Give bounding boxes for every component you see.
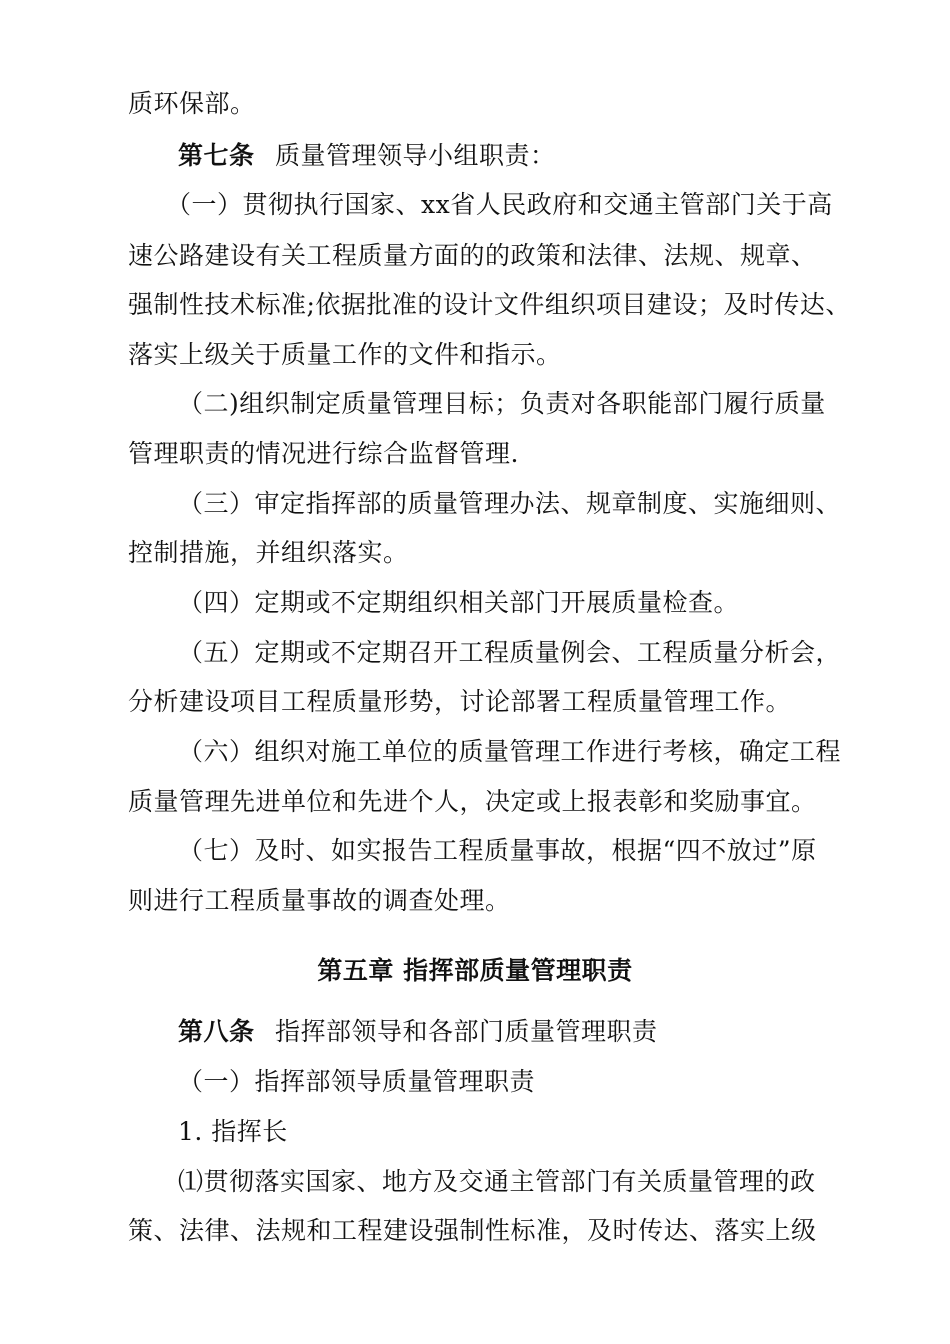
paragraph-line: 质量管理先进单位和先进个人，决定或上报表彰和奖励事宜。 bbox=[128, 787, 817, 816]
paragraph-line: 速公路建设有关工程质量方面的的政策和法律、法规、规章、 bbox=[128, 241, 817, 270]
article-8-label: 第八条 bbox=[178, 1017, 255, 1046]
paragraph-line: 则进行工程质量事故的调查处理。 bbox=[128, 886, 511, 915]
paragraph-line: 1. 指挥长 bbox=[178, 1117, 288, 1146]
paragraph-line: 策、法律、法规和工程建设强制性标准，及时传达、落实上级 bbox=[128, 1216, 817, 1245]
paragraph-line: （七）及时、如实报告工程质量事故，根据“四不放过”原 bbox=[178, 836, 817, 865]
paragraph-line: （一）指挥部领导质量管理职责 bbox=[178, 1067, 536, 1096]
paragraph-line: （五）定期或不定期召开工程质量例会、工程质量分析会， bbox=[178, 638, 842, 667]
paragraph-line: 分析建设项目工程质量形势，讨论部署工程质量管理工作。 bbox=[128, 687, 792, 716]
article-8-heading bbox=[178, 1016, 657, 1048]
paragraph-line: 强制性技术标准;依据批准的设计文件组织项目建设；及时传达、 bbox=[128, 290, 851, 319]
article-7-title: 质量管理领导小组职责： bbox=[274, 141, 556, 170]
chapter-5-heading: 第五章 指挥部质量管理职责 bbox=[317, 956, 633, 985]
article-7-label: 第七条 bbox=[178, 141, 255, 170]
paragraph-line: （四）定期或不定期组织相关部门开展质量检查。 bbox=[178, 588, 740, 617]
paragraph-line: （六）组织对施工单位的质量管理工作进行考核，确定工程 bbox=[178, 737, 842, 766]
paragraph-line: 落实上级关于质量工作的文件和指示。 bbox=[128, 340, 562, 369]
article-7-heading bbox=[178, 140, 555, 172]
paragraph-line: ⑴贯彻落实国家、地方及交通主管部门有关质量管理的政 bbox=[178, 1167, 816, 1196]
paragraph-line: （一）贯彻执行国家、xx省人民政府和交通主管部门关于高 bbox=[166, 190, 833, 219]
paragraph-line: （二)组织制定质量管理目标；负责对各职能部门履行质量 bbox=[178, 389, 826, 418]
paragraph-line: （三）审定指挥部的质量管理办法、规章制度、实施细则、 bbox=[178, 489, 842, 518]
paragraph-line: 管理职责的情况进行综合监督管理. bbox=[128, 439, 519, 468]
article-8-title: 指挥部领导和各部门质量管理职责 bbox=[274, 1017, 658, 1046]
paragraph-line: 控制措施，并组织落实。 bbox=[128, 538, 409, 567]
paragraph-line: 质环保部。 bbox=[128, 89, 256, 118]
